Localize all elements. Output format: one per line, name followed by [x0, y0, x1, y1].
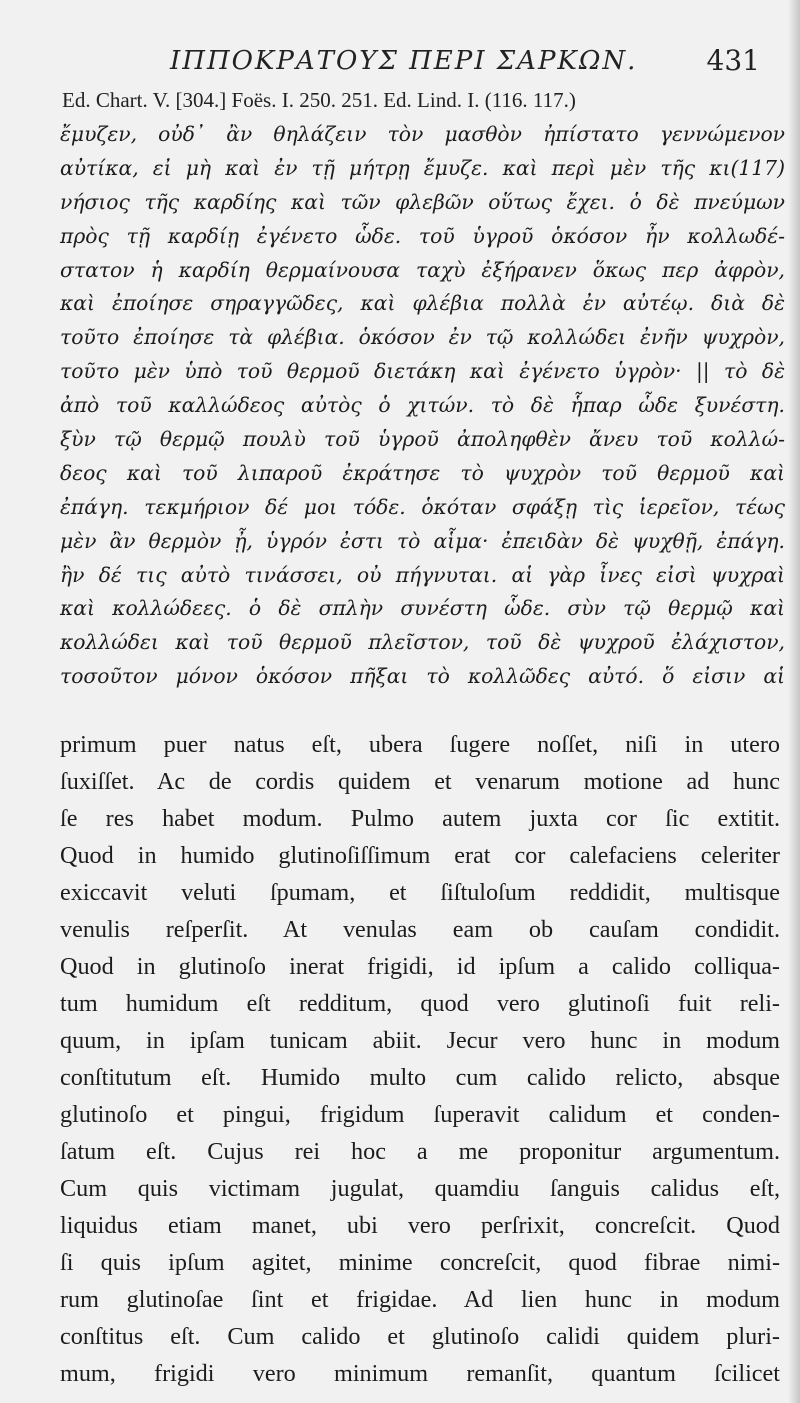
latin-text-block [60, 726, 780, 1392]
greek-line: ἀπὸ τοῦ καλλώδεος αὐτὸς ὁ χιτών. τὸ δὲ ἧπαρ ὧδε ξυνέστη. [60, 393, 785, 418]
latin-line: conſtitutum eſt. Humido multo cum calido relicto, absque [60, 1064, 780, 1091]
greek-line: αὐτίκα, εἰ μὴ καὶ ἐν τῇ μήτρῃ ἔμυζε. καὶ περὶ μὲν τῆς κι(117) [60, 155, 785, 180]
latin-line: rum glutinoſae ſint et frigidae. Ad lien hunc in modum [60, 1286, 780, 1313]
latin-line: Quod in humido glutinoſiſſimum erat cor calefaciens celeriter [60, 842, 780, 869]
latin-line: ſe res habet modum. Pulmo autem juxta cor ſic extitit. [60, 805, 780, 832]
page-edge-shadow [788, 0, 800, 1403]
greek-line: ξὺν τῷ θερμῷ πουλὺ τοῦ ὑγροῦ ἀποληφθὲν ἄνευ τοῦ κολλώ- [60, 427, 785, 452]
latin-line: ſuxiſſet. Ac de cordis quidem et venarum motione ad hunc [60, 768, 780, 795]
latin-line: glutinoſo et pingui, frigidum ſuperavit calidum et conden- [60, 1101, 780, 1128]
running-title: ΙΠΠΟΚΡΑΤΟΥΣ ΠΕΡΙ ΣΑΡΚΩΝ. [170, 46, 638, 76]
greek-line: τοσοῦτον μόνον ὁκόσον πῆξαι τὸ κολλῶδες αὐτό. ὅ εἰσιν αἱ [60, 664, 785, 689]
greek-line: πρὸς τῇ καρδίῃ ἐγένετο ὧδε. τοῦ ὑγροῦ ὁκόσον ἦν κολλωδέ- [60, 223, 785, 248]
page-header [60, 42, 760, 82]
latin-line: ſi quis ipſum agitet, minime concreſcit, quod fibrae nimi- [60, 1249, 780, 1276]
greek-line: δεος καὶ τοῦ λιπαροῦ ἐκράτησε τὸ ψυχρὸν τοῦ θερμοῦ καὶ [60, 460, 785, 485]
latin-line: tum humidum eſt redditum, quod vero glutinoſi fuit reli- [60, 990, 780, 1017]
greek-line: στατον ἡ καρδίη θερμαίνουσα ταχὺ ἐξήρανεν ὅκως περ ἀφρὸν, [60, 257, 785, 282]
greek-line: κολλώδει καὶ τοῦ θερμοῦ πλεῖστον, τοῦ δὲ ψυχροῦ ἐλάχιστον, [60, 630, 785, 655]
latin-line: liquidus etiam manet, ubi vero perſrixit, concreſcit. Quod [60, 1212, 780, 1239]
greek-text-block [60, 118, 785, 694]
latin-line: Cum quis victimam jugulat, quamdiu ſanguis calidus eſt, [60, 1175, 780, 1202]
greek-line: τοῦτο ἐποίησε τὰ φλέβια. ὁκόσον ἐν τῷ κολλώδει ἐνῆν ψυχρὸν, [60, 325, 785, 350]
latin-line: exiccavit veluti ſpumam, et ſiſtuloſum reddidit, multisque [60, 879, 780, 906]
latin-line: mum, frigidi vero minimum remanſit, quantum ſcilicet [60, 1360, 780, 1387]
greek-line: ἐπάγη. τεκμήριον δέ μοι τόδε. ὁκόταν σφάξῃ τὶς ἱερεῖον, τέως [60, 494, 785, 519]
greek-line: ἢν δέ τις αὐτὸ τινάσσει, οὐ πήγνυται. αἱ γὰρ ἶνες εἰσὶ ψυχραὶ [60, 562, 785, 587]
latin-line: ſatum eſt. Cujus rei hoc a me proponitur argumentum. [60, 1138, 780, 1165]
latin-line: quum, in ipſam tunicam abiit. Jecur vero hunc in modum [60, 1027, 780, 1054]
page-number: 431 [706, 44, 760, 77]
latin-line: primum puer natus eſt, ubera ſugere noſſet, niſi in utero [60, 731, 780, 758]
greek-line: καὶ ἐποίησε σηραγγῶδες, καὶ φλέβια πολλὰ ἐν αὐτέῳ. διὰ δὲ [60, 291, 785, 316]
edition-reference: Ed. Chart. V. [304.] Foës. I. 250. 251. Ed. Lind. I. (116. 117.) [62, 88, 576, 112]
latin-line: Quod in glutinoſo inerat frigidi, id ipſum a calido colliqua- [60, 953, 780, 980]
greek-line: ἔμυζεν, οὐδ᾽ ἂν θηλάζειν τὸν μασθὸν ἠπίστατο γεννώμενον [60, 122, 785, 146]
greek-line: νήσιος τῆς καρδίης καὶ τῶν φλεβῶν οὕτως ἔχει. ὁ δὲ πνεύμων [60, 189, 785, 214]
greek-line: μὲν ἂν θερμὸν ᾖ, ὑγρόν ἐστι τὸ αἷμα· ἐπειδὰν δὲ ψυχθῇ, ἐπάγη. [60, 528, 785, 553]
latin-line: conſtitus eſt. Cum calido et glutinoſo calidi quidem pluri- [60, 1323, 780, 1350]
latin-line: venulis reſperſit. At venulas eam ob cauſam condidit. [60, 916, 780, 943]
greek-line: τοῦτο μὲν ὑπὸ τοῦ θερμοῦ διετάκη καὶ ἐγένετο ὑγρὸν· || τὸ δὲ [60, 359, 785, 384]
greek-line: καὶ κολλώδεες. ὁ δὲ σπλὴν συνέστη ὧδε. σὺν τῷ θερμῷ καὶ [60, 596, 785, 621]
